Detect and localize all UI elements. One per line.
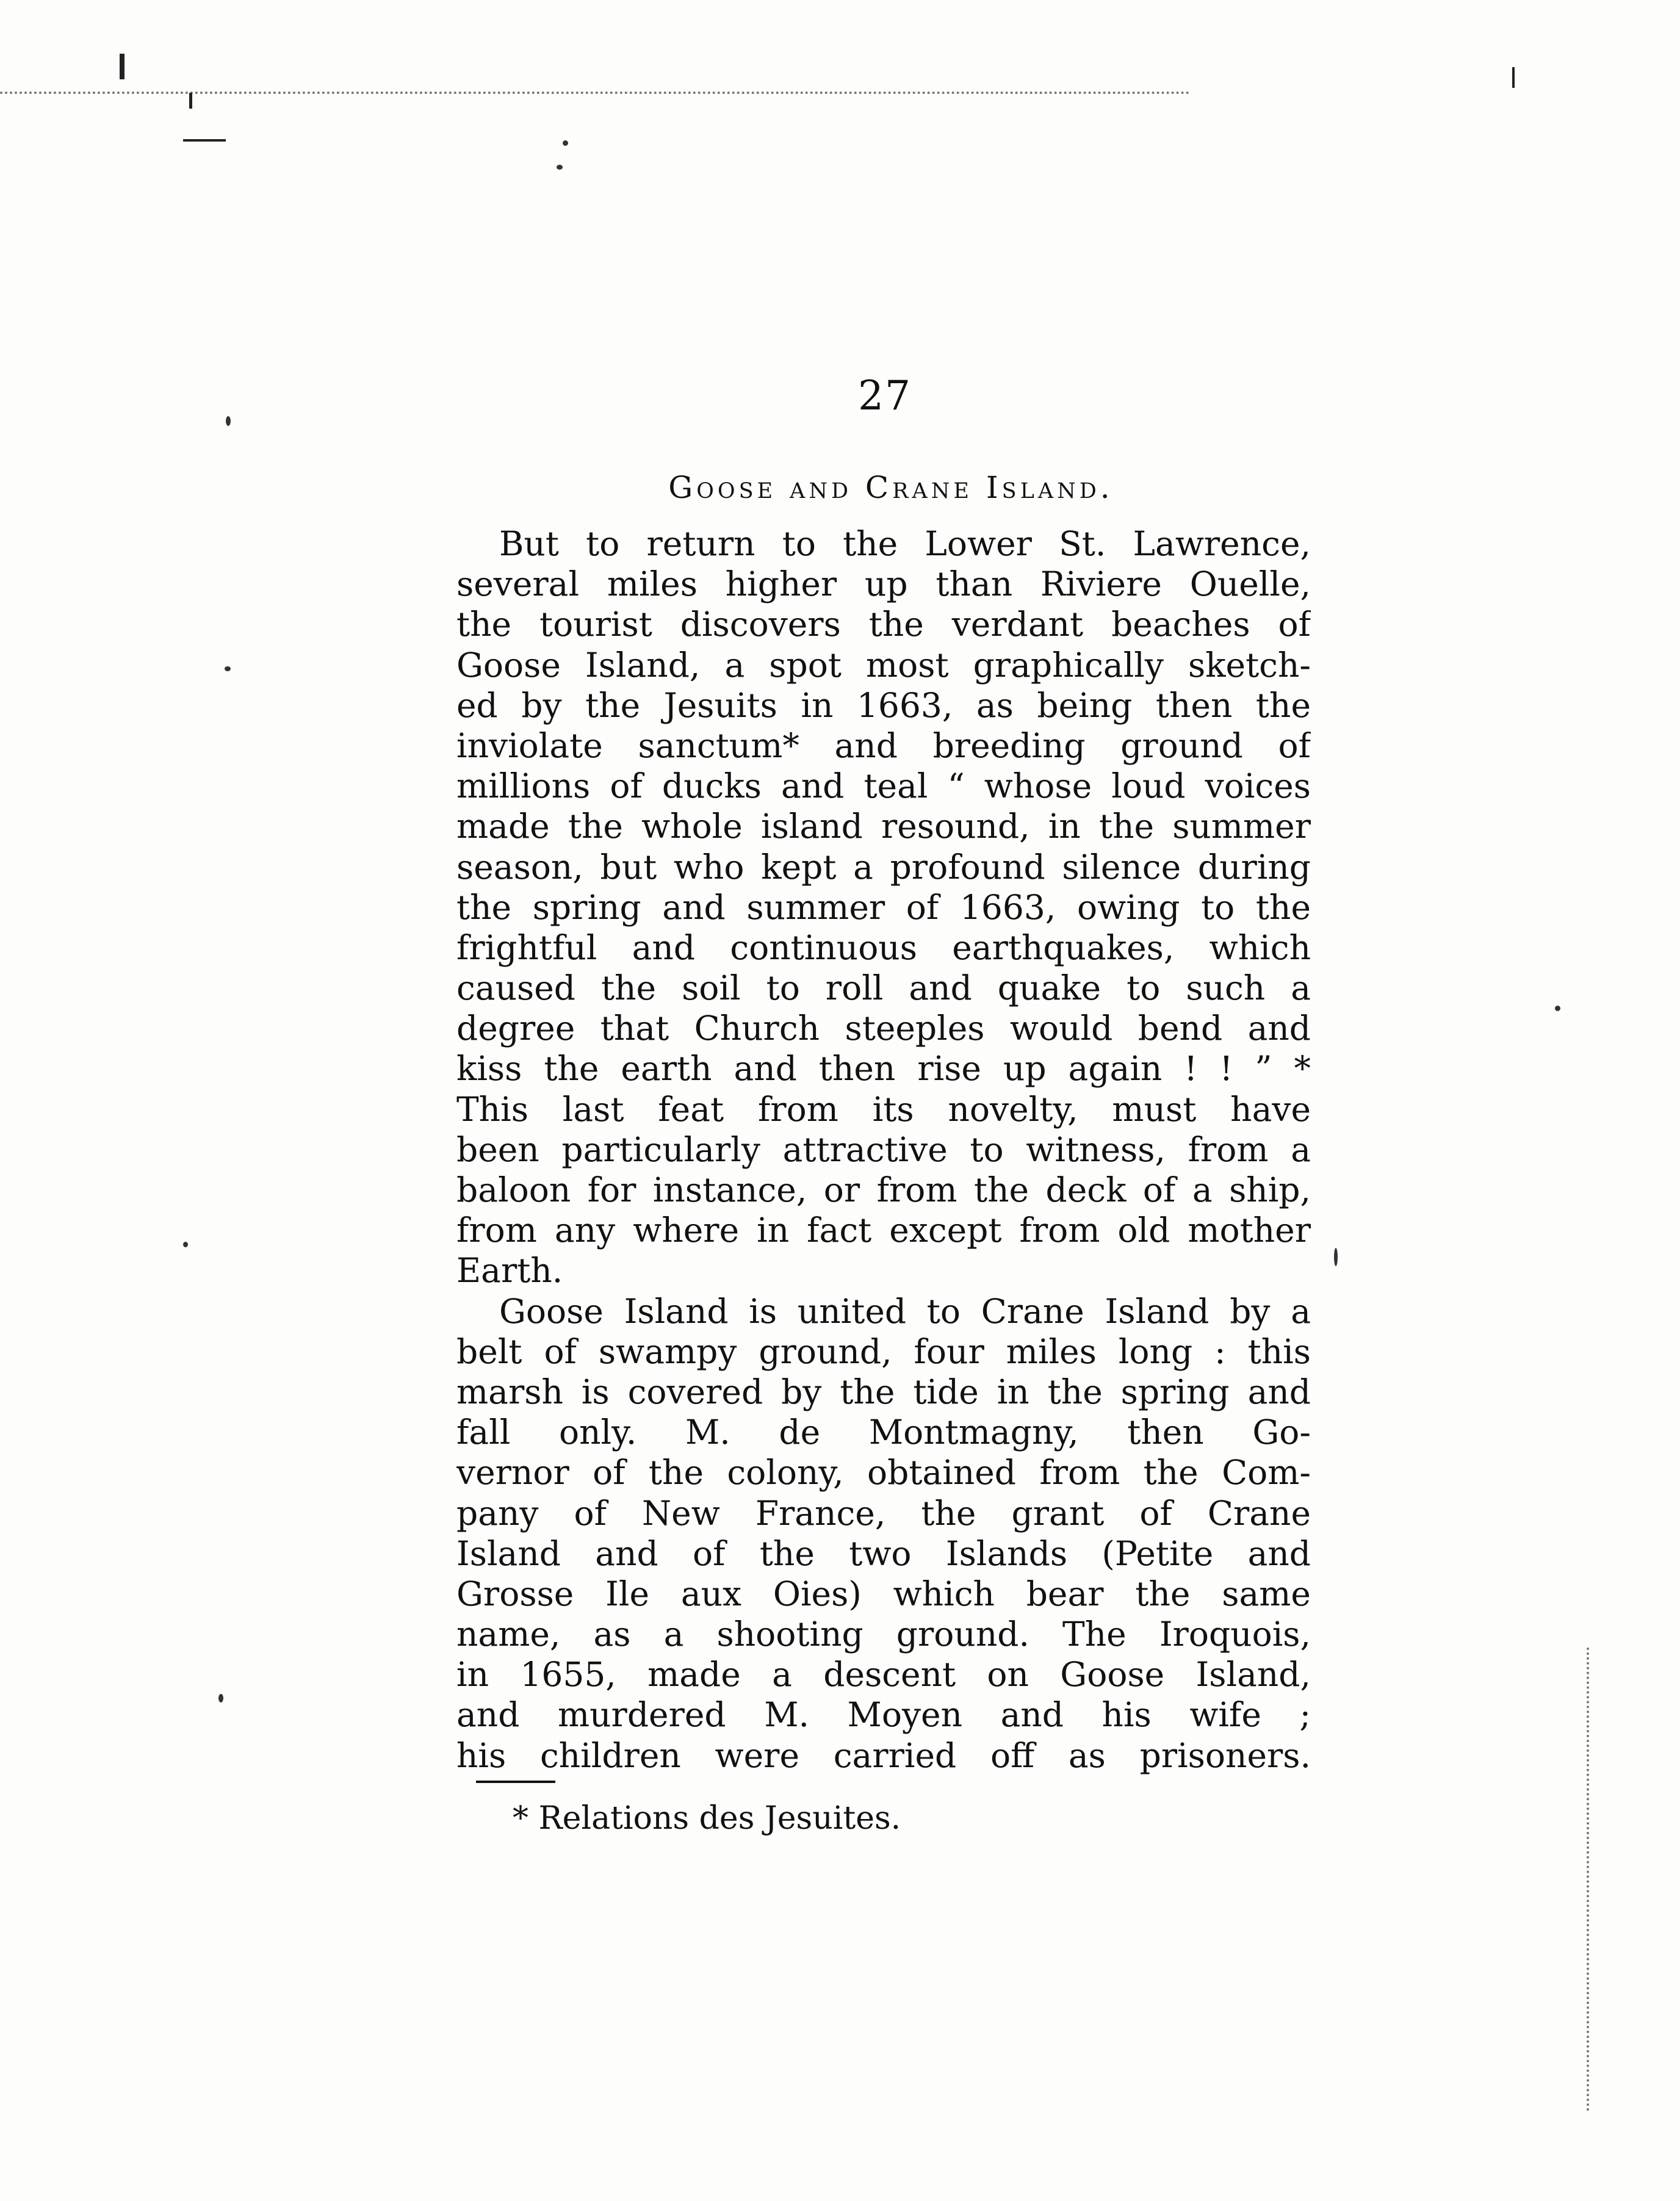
scan-speck bbox=[225, 666, 231, 671]
text-line: fall only. M. de Montmagny, then Go- bbox=[456, 1413, 1311, 1452]
chapter-title: Goose and Crane Island. bbox=[668, 470, 1114, 505]
scan-mark bbox=[1512, 67, 1515, 88]
scan-speck bbox=[563, 140, 568, 146]
scan-speck bbox=[183, 1242, 188, 1247]
scan-dotted-line bbox=[0, 92, 1190, 94]
text-line: pany of New France, the grant of Crane bbox=[456, 1493, 1311, 1533]
scan-mark bbox=[120, 54, 124, 79]
scan-speck bbox=[218, 1694, 223, 1702]
text-line: marsh is covered by the tide in the spring and bbox=[456, 1372, 1311, 1411]
scan-speck bbox=[226, 416, 231, 426]
footnote-rule bbox=[476, 1781, 555, 1783]
text-line: his children were carried off as prisoners. bbox=[456, 1735, 1311, 1775]
text-line: millions of ducks and teal “ whose loud voices bbox=[456, 766, 1311, 806]
text-line: kiss the earth and then rise up again ! ! ” * bbox=[456, 1049, 1311, 1089]
text-line: Island and of the two Islands (Petite and bbox=[456, 1533, 1311, 1573]
body-text bbox=[456, 524, 1311, 1776]
footnote: * Relations des Jesuites. bbox=[513, 1800, 901, 1837]
page-number: 27 bbox=[858, 372, 912, 419]
text-line: season, but who kept a profound silence during bbox=[456, 847, 1311, 887]
text-line: the spring and summer of 1663, owing to the bbox=[456, 887, 1311, 927]
text-line: baloon for instance, or from the deck of a ship, bbox=[456, 1170, 1311, 1209]
text-line: caused the soil to roll and quake to such a bbox=[456, 968, 1311, 1008]
text-line: been particularly attractive to witness, from a bbox=[456, 1129, 1311, 1169]
text-line: Goose Island, a spot most graphically sketch- bbox=[456, 645, 1311, 685]
text-line: from any where in fact except from old mother bbox=[456, 1211, 1311, 1250]
text-line: Goose Island is united to Crane Island by a bbox=[499, 1291, 1311, 1331]
text-line: Grosse Ile aux Oies) which bear the same bbox=[456, 1574, 1311, 1613]
scan-edge-line bbox=[1587, 1648, 1589, 2111]
text-line: But to return to the Lower St. Lawrence, bbox=[499, 524, 1311, 563]
text-line: vernor of the colony, obtained from the Com- bbox=[456, 1453, 1311, 1493]
text-line: Earth. bbox=[456, 1251, 563, 1291]
text-line: name, as a shooting ground. The Iroquois, bbox=[456, 1615, 1311, 1654]
text-line: belt of swampy ground, four miles long : this bbox=[456, 1331, 1311, 1371]
scan-speck bbox=[1334, 1248, 1338, 1266]
text-line: the tourist discovers the verdant beaches of bbox=[456, 605, 1311, 644]
scan-speck bbox=[1555, 1006, 1560, 1011]
text-line: This last feat from its novelty, must have bbox=[456, 1089, 1311, 1129]
text-line: frightful and continuous earthquakes, which bbox=[456, 928, 1311, 967]
text-line: several miles higher up than Riviere Ouelle, bbox=[456, 564, 1311, 604]
text-line: made the whole island resound, in the summer bbox=[456, 807, 1311, 846]
text-line: and murdered M. Moyen and his wife ; bbox=[456, 1695, 1311, 1735]
scan-mark bbox=[189, 93, 192, 109]
text-line: in 1655, made a descent on Goose Island, bbox=[456, 1655, 1311, 1695]
text-line: inviolate sanctum* and breeding ground of bbox=[456, 726, 1311, 765]
scan-speck bbox=[557, 165, 563, 170]
text-line: ed by the Jesuits in 1663, as being then the bbox=[456, 685, 1311, 725]
text-line: degree that Church steeples would bend and bbox=[456, 1009, 1311, 1048]
scan-mark bbox=[183, 139, 226, 142]
